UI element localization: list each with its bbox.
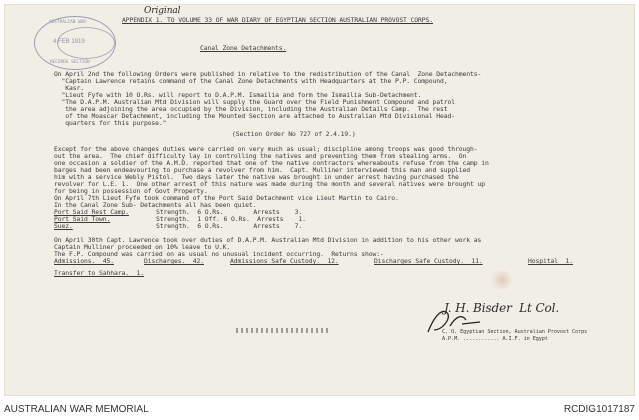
body-line: Captain Mulliner proceeded on 10% leave to U.K. — [54, 243, 231, 251]
body-line: Kasr. — [54, 84, 84, 92]
handwritten-note: Original — [144, 6, 181, 16]
paper-stain — [490, 270, 514, 290]
body-line: him with a service Webly Pistol. Two days later the native was brought in under arrest having purchased the — [54, 173, 459, 181]
station-detail: Strength. 1 Off. 6 O.Rs. Arrests 1. — [156, 215, 306, 223]
returns-hospital: Hospital 1. — [528, 257, 573, 265]
document-subtitle: Canal Zone Detachments. — [200, 44, 287, 52]
body-line: of the Moascar Detachment, including the Mounted Section are attached to Australian Mtd Divisional Head- — [54, 112, 455, 120]
body-line: one occasion a soldier of the A.M.D. reported that one of the native contractors whereabouts refuse from the camp in — [54, 159, 489, 167]
station-detail: Strength. 6 O.Rs. Arrests 7. — [156, 222, 303, 230]
document-title: APPENDIX 1. TO VOLUME 33 OF WAR DIARY OF EGYPTIAN SECTION AUSTRALIAN PROVOST CORPS. — [122, 16, 434, 24]
body-line: the area adjoining the area occupied by the Division, including the Australian Details Camp. The rest — [54, 105, 448, 113]
body-line: Except for the above changes duties were carried on very much as usual; discipline among troops was good through- — [54, 145, 478, 153]
body-line: "Lieut Fyfe with 10 O.Rs. will report to D.A.P.M. Ismailia and form the Ismailia Sub-Detachment. — [54, 91, 422, 99]
signature-subtitle: A.P.M. ............ A.I.F. in Egypt — [442, 336, 548, 342]
footer-record-id: RCDIG1017187 — [563, 404, 635, 415]
order-reference: (Section Order No 727 of 2.4.19.) — [232, 130, 356, 138]
body-line: "Captain Lawrence retains command of the Canal Zone Detachments with Headquarters at the P.P. Compound, — [54, 77, 448, 85]
returns-admissions: Admissions. 45. — [54, 257, 114, 265]
body-line: quarters for this purpose." — [54, 119, 167, 127]
signature-text: J. H. Bisder Lt Col. — [444, 301, 560, 315]
section-divider — [236, 328, 328, 333]
body-line: revolver for L.E. 1. One other arrest of this nature was made during the month and several natives were brought up — [54, 180, 485, 188]
body-line: On April 2nd the following Orders were published in relative to the redistribution of the Canal Zone Detachments- — [54, 70, 482, 78]
stamp-bottom-text: RECORDS SECTION — [50, 60, 90, 65]
stamp-top-text: AUSTRALIAN WAR — [49, 20, 87, 25]
transfer-line: Transfer to Sahhara. 1. — [54, 269, 144, 277]
returns-admissions-safe-custody: Admissions Safe Custody. 12. — [230, 257, 339, 265]
body-line: barges had been endeavouring to purchase a revolver from him. Capt. Mulliner interviewed this man and supplied — [54, 166, 470, 174]
body-line: In the Canal Zone Sub- Detachments all has been quiet. — [54, 201, 257, 209]
returns-discharges-safe-custody: Discharges Safe Custody. 11. — [374, 257, 483, 265]
stamp-date: 4 FEB 1919 — [53, 39, 85, 45]
station-detail: Strength. 6 O.Rs. Arrests 3. — [156, 208, 303, 216]
signature-title: C. O. Egyptian Section, Australian Provost Corps — [442, 329, 588, 335]
body-line: out the area. The chief difficulty lay in controlling the natives and preventing them from stealing arms. On — [54, 152, 467, 160]
station-name: Suez. — [54, 222, 73, 230]
returns-discharges: Discharges. 42. — [144, 257, 204, 265]
body-line: The F.P. Compound was carried on as usual no unusual incident occurring. Returns show:- — [54, 250, 384, 258]
station-name: Port Said Town. — [54, 215, 111, 223]
body-line: On April 7th Lieut Fyfe took command of the Port Said Detachment vice Lieut Martin to Cairo. — [54, 194, 399, 202]
station-name: Port Said Rest Camp. — [54, 208, 129, 216]
body-line: On April 30th Capt. Lawrence took over duties of D.A.P.M. Australian Mtd Division in addition to his other work as — [54, 236, 482, 244]
document-page — [4, 4, 635, 396]
footer-archive-name: AUSTRALIAN WAR MEMORIAL — [4, 404, 149, 415]
body-line: for being in possession of Govt Property. — [54, 187, 208, 195]
body-line: "The D.A.P.M. Australian Mtd Division will supply the Guard over the Field Punishment Compound and patrol — [54, 98, 455, 106]
records-section-stamp — [34, 16, 116, 70]
